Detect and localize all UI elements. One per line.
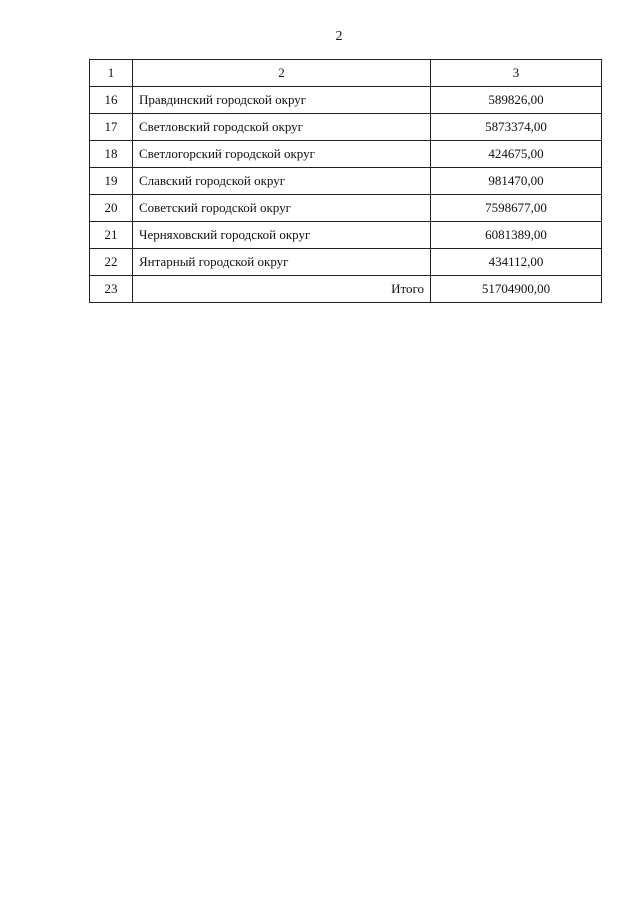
district-name: Славский городской округ (133, 168, 431, 195)
row-number: 23 (90, 276, 133, 303)
row-number: 17 (90, 114, 133, 141)
row-number: 21 (90, 222, 133, 249)
table-row (90, 168, 602, 195)
table-row (90, 87, 602, 114)
page-number: 2 (335, 29, 343, 44)
row-number: 19 (90, 168, 133, 195)
header-cell-3: 3 (431, 60, 602, 87)
row-number: 22 (90, 249, 133, 276)
district-name: Светлогорский городской округ (133, 141, 431, 168)
district-name: Правдинский городской округ (133, 87, 431, 114)
district-name: Янтарный городской округ (133, 249, 431, 276)
row-number: 18 (90, 141, 133, 168)
allocation-table (89, 59, 602, 303)
district-name: Светловский городской округ (133, 114, 431, 141)
table-row (90, 222, 602, 249)
amount-value: 7598677,00 (431, 195, 602, 222)
amount-value: 589826,00 (431, 87, 602, 114)
total-row (90, 276, 602, 303)
total-label: Итого (133, 276, 431, 303)
table-row (90, 249, 602, 276)
row-number: 20 (90, 195, 133, 222)
amount-value: 424675,00 (431, 141, 602, 168)
district-name: Советский городской округ (133, 195, 431, 222)
amount-value: 6081389,00 (431, 222, 602, 249)
district-name: Черняховский городской округ (133, 222, 431, 249)
amount-value: 434112,00 (431, 249, 602, 276)
table-row (90, 141, 602, 168)
amount-value: 5873374,00 (431, 114, 602, 141)
table-row (90, 114, 602, 141)
header-cell-2: 2 (133, 60, 431, 87)
amount-value: 981470,00 (431, 168, 602, 195)
row-number: 16 (90, 87, 133, 114)
table-row (90, 195, 602, 222)
header-cell-1: 1 (90, 60, 133, 87)
total-value: 51704900,00 (431, 276, 602, 303)
table-header-row (90, 60, 602, 87)
